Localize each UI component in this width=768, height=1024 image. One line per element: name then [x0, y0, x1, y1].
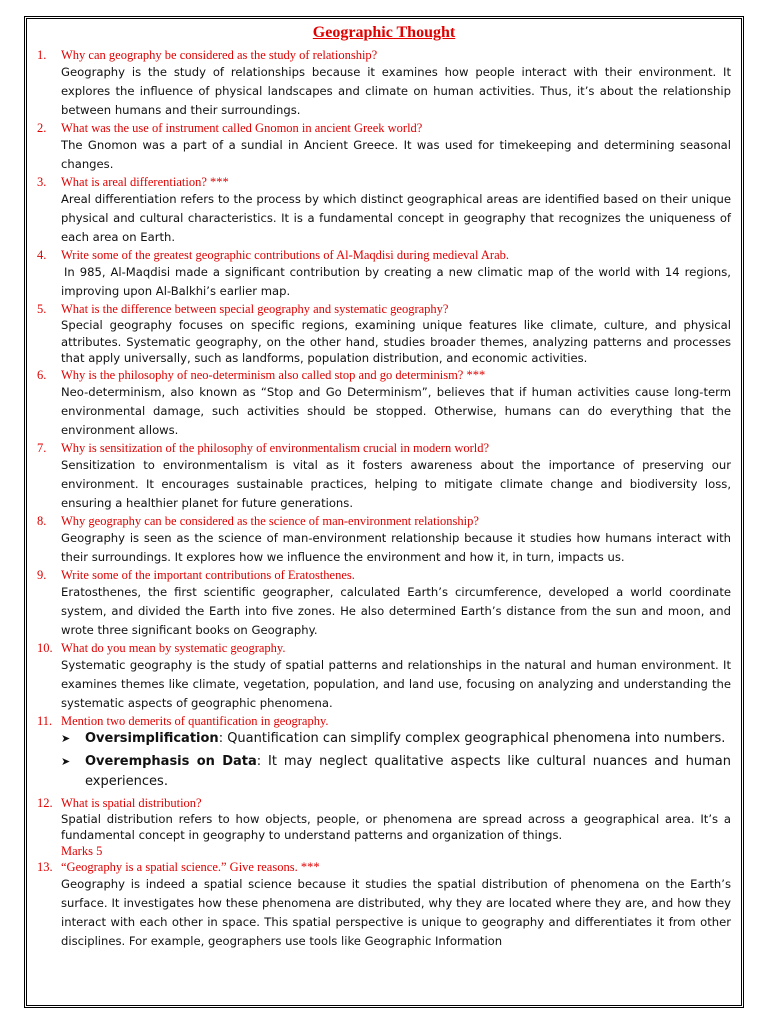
- answer-text: Geography is seen as the science of man-environment relationship because it studies how humans interact with their surroundings. It explores how we influence the environment and how it, in turn, impacts us.: [61, 530, 731, 564]
- question: [37, 640, 731, 656]
- question-text: Mention two demerits of quantification in geography.: [61, 713, 329, 728]
- question-text: Why geography can be considered as the science of man-environment relationship?: [61, 513, 479, 528]
- question-text: What is areal differentiation? ***: [61, 175, 229, 189]
- qa-item-1: [37, 47, 731, 120]
- question: [37, 713, 731, 729]
- question-text: Write some of the important contributions of Eratosthenes.: [61, 567, 355, 582]
- question: [37, 47, 731, 63]
- question-text: What is spatial distribution?: [61, 795, 202, 810]
- qa-item-13: [37, 859, 731, 951]
- question: [37, 247, 731, 263]
- question-number: 4.: [37, 248, 47, 262]
- question-number: 7.: [37, 440, 47, 455]
- question: [37, 513, 731, 529]
- bullet-term: Overemphasis on Data: [85, 753, 257, 769]
- question-text: “Geography is a spatial science.” Give reasons. ***: [61, 859, 320, 874]
- qa-item-8: [37, 513, 731, 567]
- qa-item-12: [37, 795, 731, 844]
- qa-item-3: [37, 174, 731, 247]
- qa-item-7: [37, 440, 731, 513]
- question-number: 8.: [37, 513, 47, 528]
- question: [37, 174, 731, 190]
- question-text: What do you mean by systematic geography.: [61, 640, 286, 655]
- answer-text: Neo-determinism, also known as “Stop and Go Determinism”, believes that if human activities cause long-term environmental damage, such activities should be stopped. Otherwise, humans can do everything that the environment allows.: [61, 384, 731, 437]
- answer-text: Spatial distribution refers to how objects, people, or phenomena are spread across a geographical area. It’s a fundamental concept in geography to understand patterns and organization of things.: [61, 811, 731, 842]
- question-number: 6.: [37, 367, 47, 382]
- question-number: 1.: [37, 48, 47, 62]
- question: [37, 301, 731, 317]
- question-number: 3.: [37, 175, 47, 189]
- qa-item-6: [37, 367, 731, 440]
- answer-text: Special geography focuses on specific regions, examining unique features like climate, culture, and physical attributes. Systematic geography, on the other hand, studies broader themes, analyzing patterns and processes that apply universally, such as landforms, population distribution, and economic activities.: [61, 318, 731, 365]
- question: [37, 367, 731, 383]
- question-text: Why is sensitization of the philosophy of environmentalism crucial in modern world?: [61, 440, 490, 455]
- bullet-term: Oversimplification: [85, 730, 219, 746]
- question-number: 12.: [37, 795, 53, 810]
- question-text: Why is the philosophy of neo-determinism also called stop and go determinism? ***: [61, 367, 486, 382]
- arrow-bullet-icon: ➤: [61, 731, 71, 745]
- answer-text: In 985, Al-Maqdisi made a significant contribution by creating a new climatic map of the world with 14 regions, improving upon Al-Balkhi’s earlier map.: [61, 265, 731, 298]
- bullet-text: : It may neglect qualitative aspects like cultural nuances and human experiences.: [85, 753, 732, 789]
- answer-text: Geography is indeed a spatial science because it studies the spatial distribution of phenomena on the Earth’s surface. It investigates how these phenomena are distributed, why they are located where they are, and how they interact with each other in space. This spatial perspective is unique to geography and differentiates it from other disciplines. For example, geographers use tools like Geographic Information: [61, 876, 731, 948]
- question-text: Why can geography be considered as the study of relationship?: [61, 48, 378, 62]
- qa-item-10: [37, 640, 731, 713]
- answer-text: The Gnomon was a part of a sundial in Ancient Greece. It was used for timekeeping and determining seasonal changes.: [61, 138, 731, 171]
- list-item: [61, 729, 731, 749]
- bullet-text: : Quantification can simplify complex geographical phenomena into numbers.: [218, 730, 726, 746]
- qa-item-2: [37, 120, 731, 174]
- question-number: 10.: [37, 640, 53, 655]
- question: [37, 120, 731, 136]
- question-number: 13.: [37, 859, 53, 874]
- marks-label: Marks 5: [61, 843, 103, 858]
- bullet-list: [61, 729, 731, 792]
- question: [37, 795, 731, 811]
- question-text: Write some of the greatest geographic contributions of Al-Maqdisi during medieval Arab.: [61, 248, 509, 262]
- question: [37, 859, 731, 875]
- page-border: [24, 16, 744, 1008]
- qa-item-9: [37, 567, 731, 640]
- question: [37, 440, 731, 456]
- answer-text: Sensitization to environmentalism is vital as it fosters awareness about the importance of preserving our environment. It encourages sustainable practices, helping to mitigate climate change and biodiversity loss, ensuring a healthier planet for future generations.: [61, 457, 731, 510]
- answer-text: Areal differentiation refers to the process by which distinct geographical areas are identified based on their unique physical and cultural characteristics. It is a fundamental concept in geography that recognizes the uniqueness of each area on Earth.: [61, 192, 731, 244]
- question-text: What is the difference between special geography and systematic geography?: [61, 302, 449, 316]
- qa-item-4: [37, 247, 731, 301]
- list-item: [61, 752, 731, 792]
- document-body: [37, 23, 731, 951]
- question-number: 11.: [37, 713, 53, 728]
- question-number: 5.: [37, 302, 47, 316]
- question: [37, 567, 731, 583]
- answer-text: Systematic geography is the study of spatial patterns and relationships in the natural and human environment. It examines themes like climate, vegetation, population, and land use, focusing on analyzing and understanding the systematic aspects of geographic phenomena.: [61, 657, 731, 710]
- answer-text: Eratosthenes, the first scientific geographer, calculated Earth’s circumference, developed a world coordinate system, and divided the Earth into five zones. He also determined Earth’s distance from the sun and moon, and wrote three significant books on Geography.: [61, 584, 731, 637]
- page-title: Geographic Thought: [312, 24, 456, 41]
- answer-text: Geography is the study of relationships because it examines how people interact with their environment. It explores the influence of physical landscapes and climate on human activities. Thus, it’s about the relationship between humans and their surroundings.: [61, 65, 731, 117]
- arrow-bullet-icon: ➤: [61, 754, 71, 768]
- question-text: What was the use of instrument called Gnomon in ancient Greek world?: [61, 121, 423, 135]
- qa-item-11: [37, 713, 731, 792]
- question-number: 2.: [37, 121, 47, 135]
- qa-item-5: [37, 301, 731, 367]
- question-number: 9.: [37, 567, 47, 582]
